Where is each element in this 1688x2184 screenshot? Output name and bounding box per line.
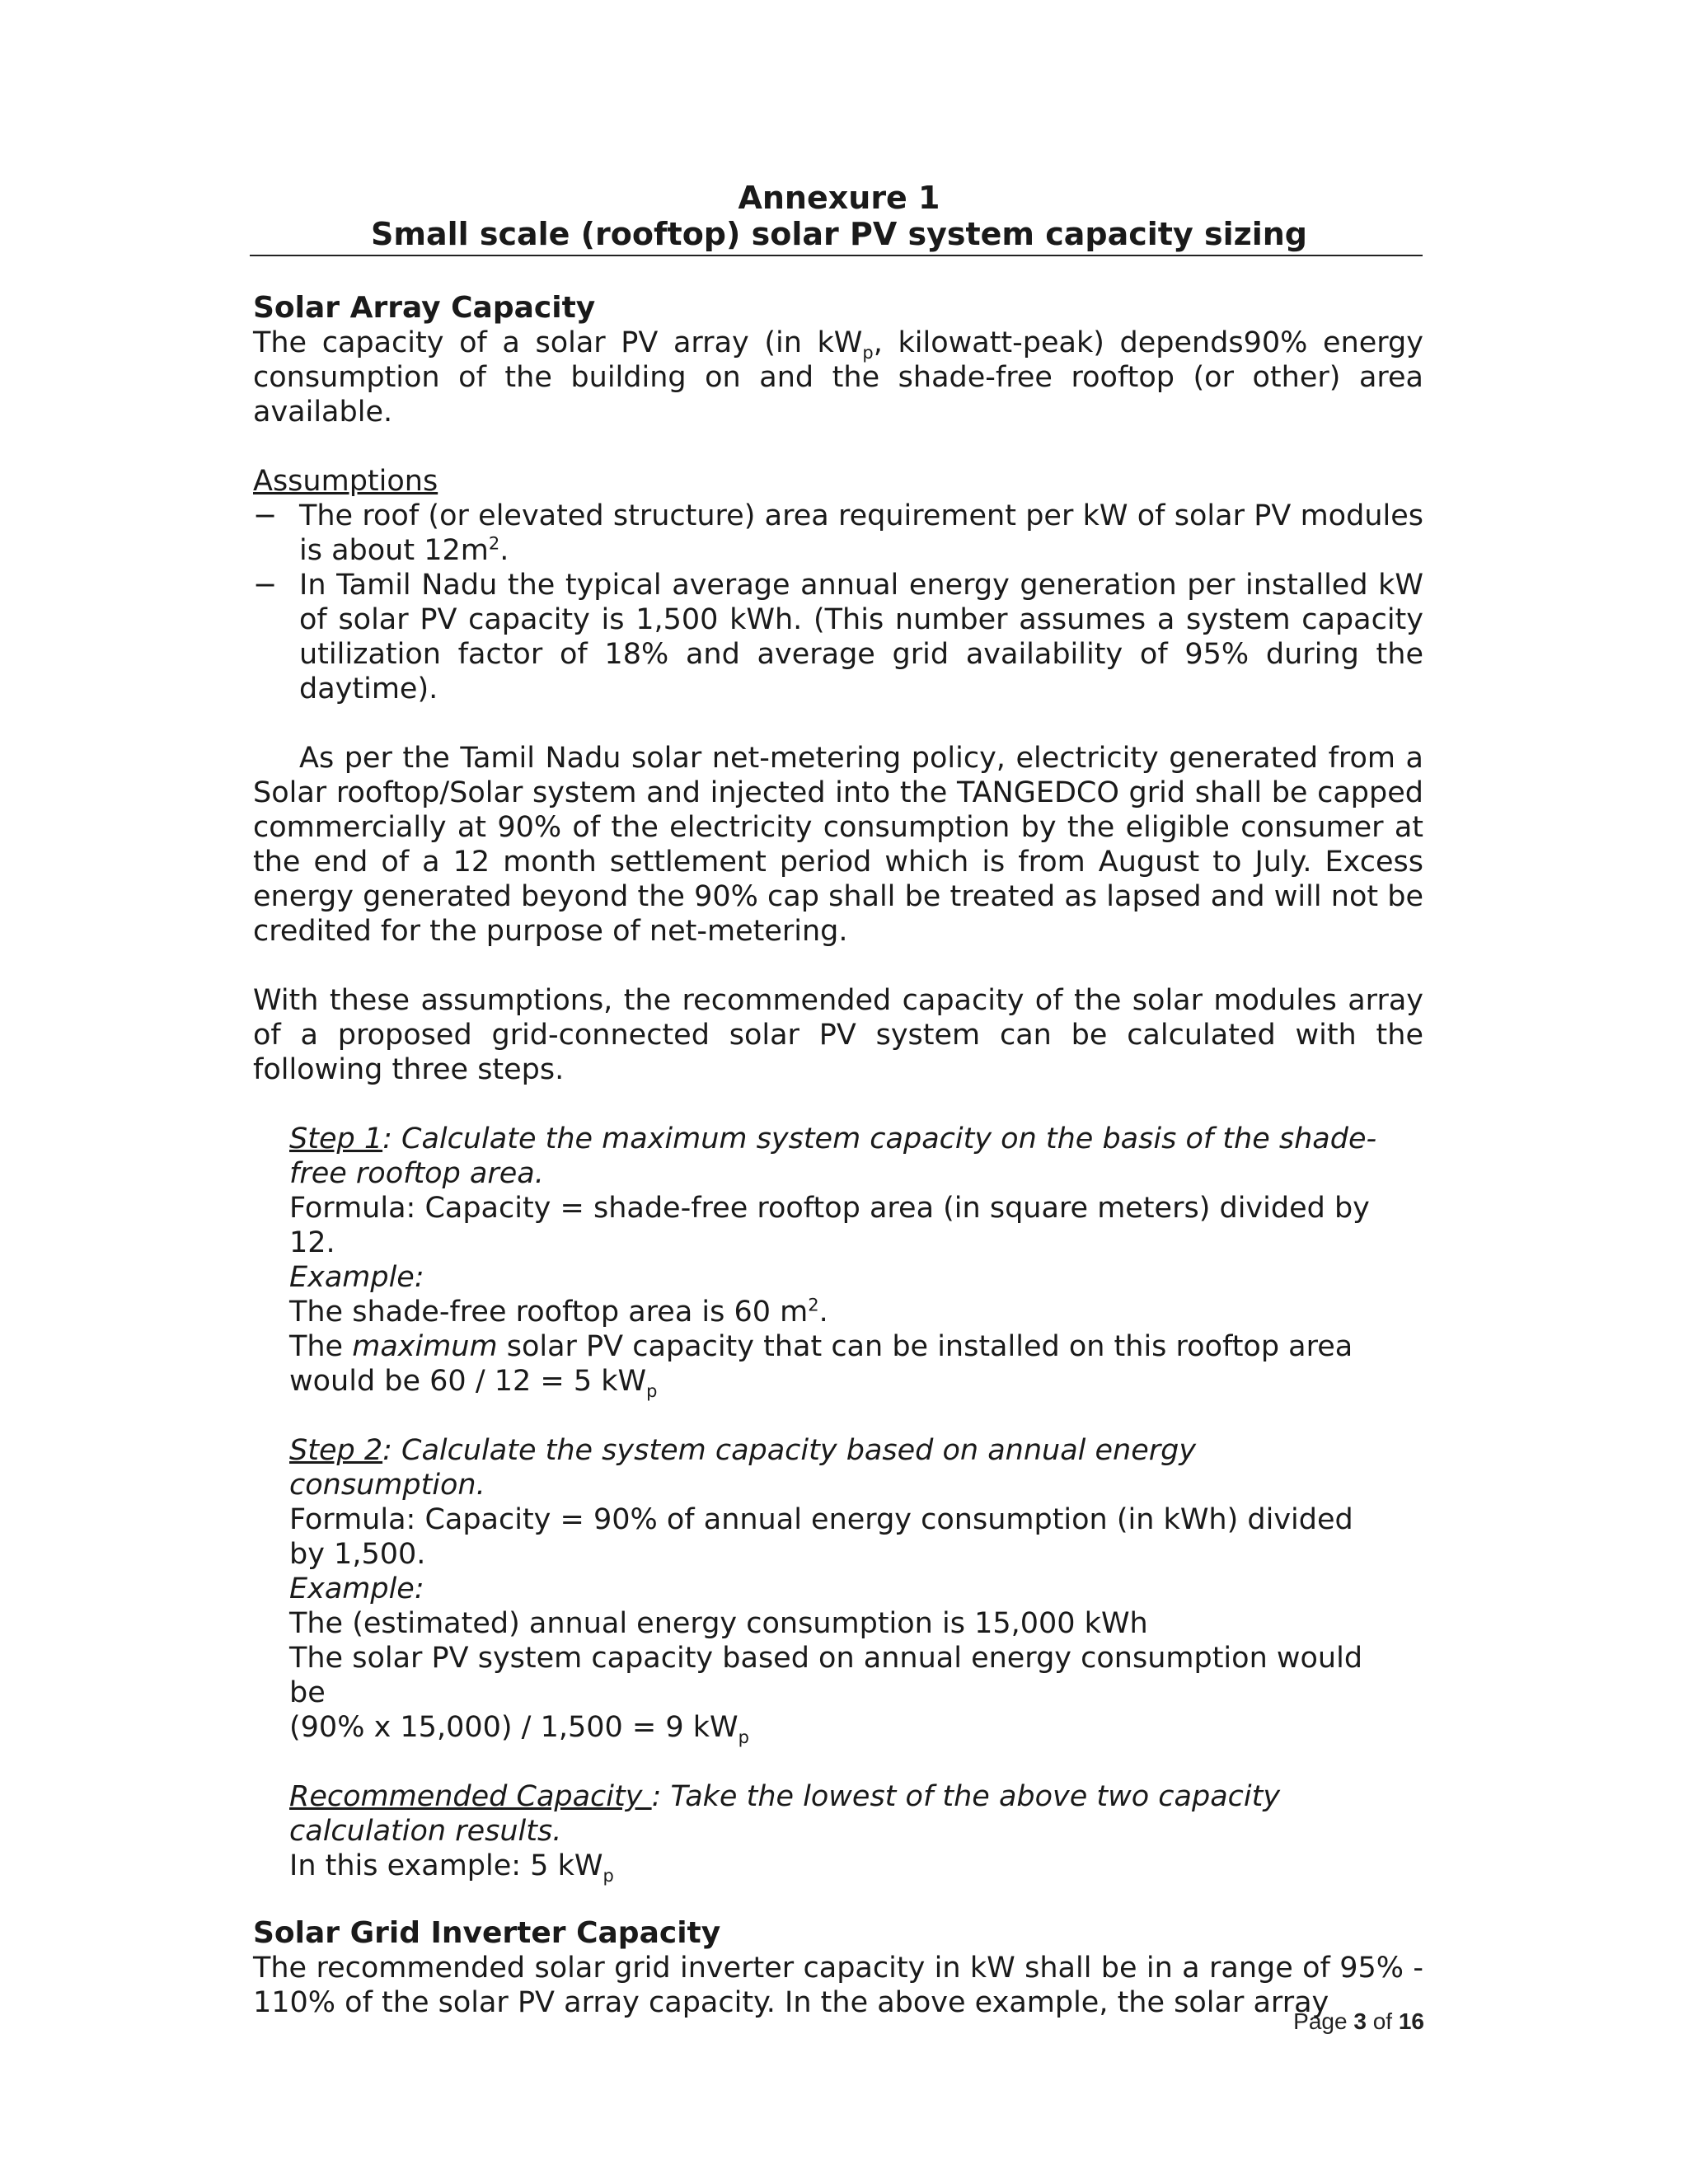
step-2-title: Step 2: Calculate the system capacity based on annual energy consumption. — [289, 1434, 1197, 1502]
solar-array-paragraph: The capacity of a solar PV array (in $kW_p$, kilowatt-peak) depends90% energy consumption of the building on and the shade-free rooftop (or other) area available. — [253, 326, 1423, 429]
step-1-block — [289, 1122, 1394, 1399]
step-2-formula: Formula: Capacity = 90% of annual energy consumption (in kWh) divided by 1,500. — [289, 1503, 1353, 1571]
step-2-example-label: Example: — [289, 1572, 424, 1605]
recommended-capacity-title: Recommended Capacity : Take the lowest of the above two capacity calculation results. — [289, 1780, 1281, 1848]
page-content — [253, 180, 1423, 2020]
title-line-1: Annexure 1 — [738, 180, 940, 216]
intro-paragraph: With these assumptions, the recommended capacity of the solar modules array of a proposed grid-connected solar PV system can be calculated with the following three steps. — [253, 984, 1423, 1086]
step-2-block — [289, 1433, 1394, 1745]
dash-bullet-icon: − — [253, 569, 278, 602]
step-1-example-line-1: The shade-free rooftop area is 60 $m^2$. — [289, 1295, 828, 1329]
step-1-formula: Formula: Capacity = shade-free rooftop area (in square meters) divided by 12. — [289, 1192, 1370, 1259]
list-item: − The roof (or elevated structure) area requirement per kW of solar PV modules is about $12m^2$. — [253, 499, 1423, 567]
step-1-example-label: Example: — [289, 1261, 424, 1294]
steps-section — [289, 1122, 1394, 1886]
inverter-heading: Solar Grid Inverter Capacity — [253, 1916, 721, 1950]
assumptions-list — [253, 499, 1423, 706]
step-1-example-line-2: The maximum solar PV capacity that can be installed on this rooftop area would be 60 / 12 = 5 $kW_p$ — [289, 1330, 1353, 1401]
page-number-footer: Page 3 of 16 — [1293, 2008, 1424, 2034]
policy-paragraph: As per the Tamil Nadu solar net-metering policy, electricity generated from a Solar rooftop/Solar system and injected into the TANGEDCO grid shall be capped commercially at 90% of the electricity consumption by the eligible consumer at the end of a 12 month settlement period which is from August to July. Excess energy generated beyond the 90% cap shall be treated as lapsed and will not be credited for the purpose of net-metering. — [253, 742, 1423, 948]
step-2-example-line-2: The solar PV system capacity based on annual energy consumption would be — [289, 1642, 1363, 1709]
assumptions-heading: Assumptions — [253, 465, 438, 498]
recommended-capacity-block — [289, 1779, 1394, 1886]
recommended-capacity-result: In this example: 5 $kW_p$ — [289, 1849, 614, 1886]
inverter-paragraph: The recommended solar grid inverter capacity in kW shall be in a range of 95% - 110% of the solar PV array capacity. In the above example, the solar array — [253, 1952, 1423, 2019]
step-2-example-line-3: (90% x 15,000) / 1,500 = 9 $kW_p$ — [289, 1711, 749, 1747]
dash-bullet-icon: − — [253, 499, 278, 532]
list-item: − In Tamil Nadu the typical average annual energy generation per installed kW of solar PV capacity is 1,500 kWh. (This number assumes a system capacity utilization factor of 18% and average grid availability of 95% during the daytime). — [253, 569, 1423, 705]
step-2-example-line-1: The (estimated) annual energy consumption is 15,000 kWh — [289, 1607, 1148, 1640]
solar-array-heading: Solar Array Capacity — [253, 291, 596, 325]
step-1-title: Step 1: Calculate the maximum system capacity on the basis of the shade-free rooftop area. — [289, 1122, 1377, 1190]
document-title — [250, 180, 1428, 252]
title-line-2: Small scale (rooftop) solar PV system capacity sizing — [370, 216, 1307, 252]
